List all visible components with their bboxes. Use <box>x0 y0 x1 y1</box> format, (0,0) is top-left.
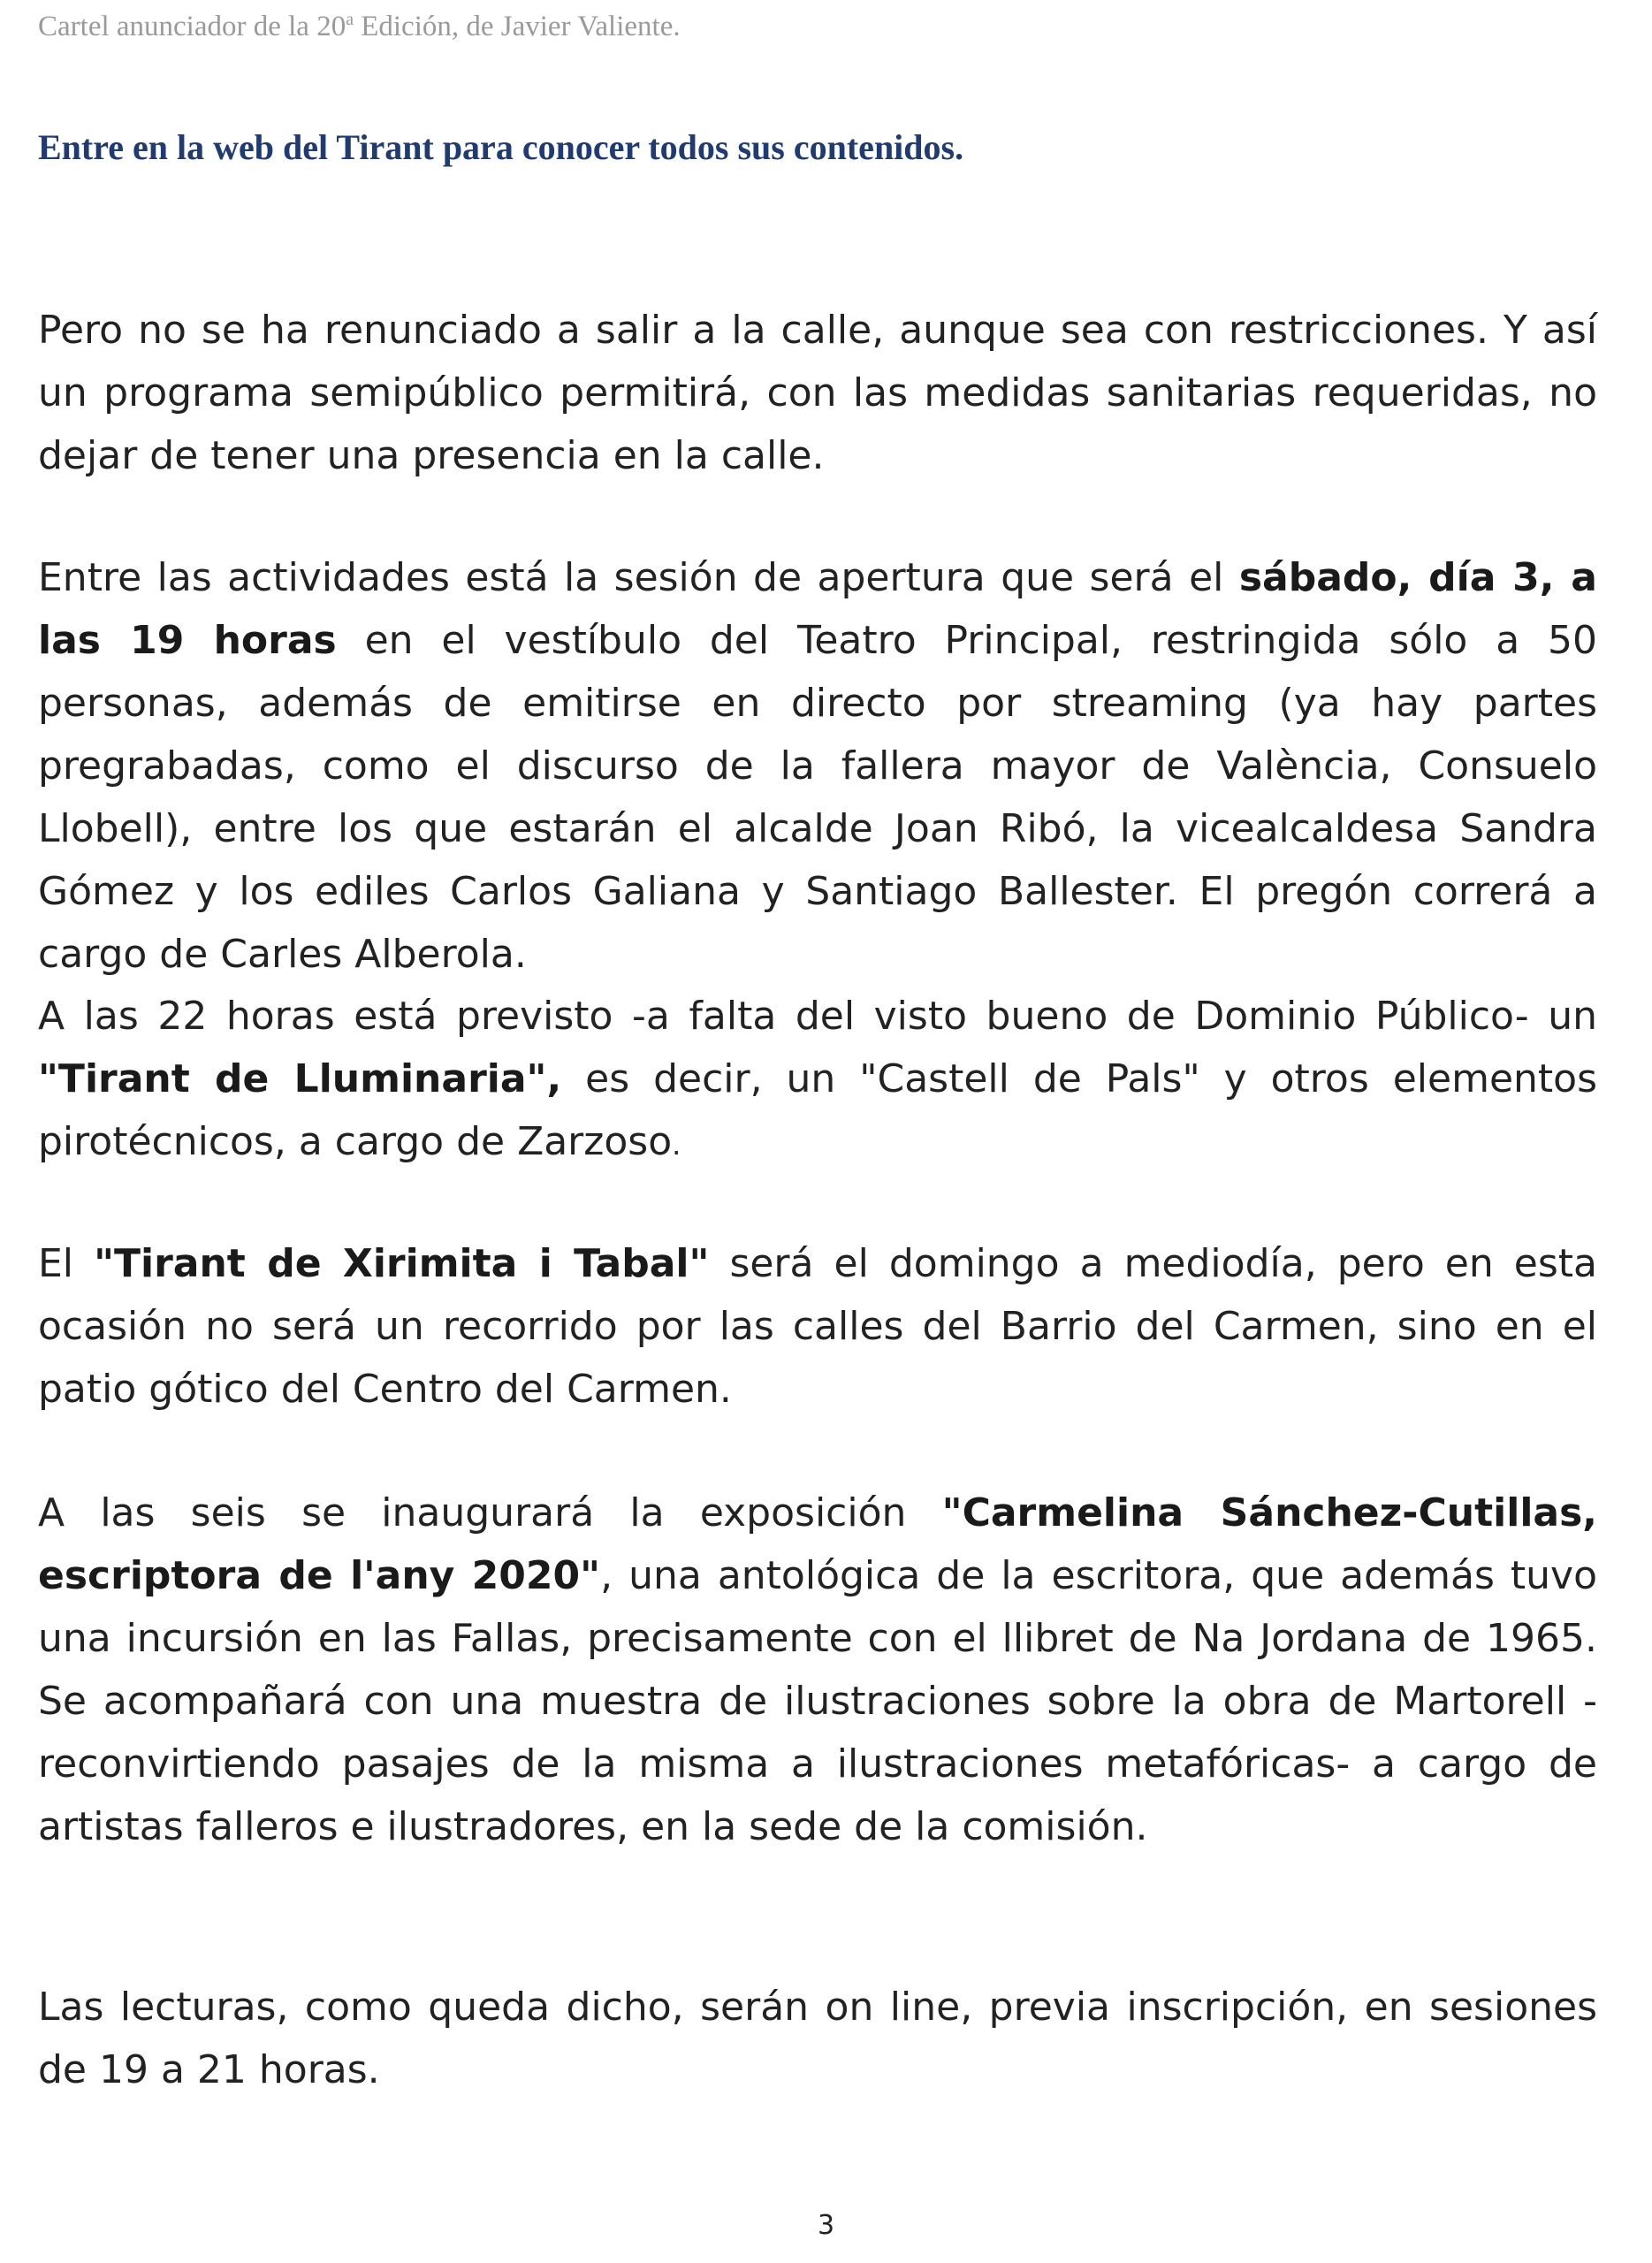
caption-ordinal: a <box>346 10 354 29</box>
paragraph-text: A las seis se inaugurará la exposición <box>38 1490 942 1535</box>
page-number: 3 <box>817 2210 835 2241</box>
paragraph-readings: Las lecturas, como queda dicho, serán on line, previa inscripción, en sesiones de 19 a 21 horas. <box>38 1985 1597 2092</box>
paragraph-lluminaria <box>38 985 1597 1177</box>
caption-suffix: Edición, de Javier Valiente. <box>353 11 681 42</box>
paragraph-opening-session <box>38 546 1597 986</box>
paragraph-end-period: . <box>672 1128 681 1162</box>
caption-prefix: Cartel anunciador de la 20 <box>38 11 346 42</box>
image-caption <box>38 11 681 43</box>
paragraph-text: Entre las actividades está la sesión de apertura que será el <box>38 555 1239 600</box>
paragraph-restrictions: Pero no se ha renunciado a salir a la calle, aunque sea con restricciones. Y así un programa semipúblico permitirá, con las medidas sanitarias requeridas, no dejar de tener una presencia en la calle. <box>38 308 1597 478</box>
opening-date-highlight: sábado, día 3, a las 19 horas <box>38 555 1597 663</box>
paragraph-xirimita <box>38 1232 1597 1421</box>
exhibition-title-highlight: "Carmelina Sánchez-Cutillas, escriptora de l'any 2020" <box>38 1490 1597 1598</box>
xirimita-highlight: "Tirant de Xirimita i Tabal" <box>94 1241 710 1286</box>
paragraph-text: El <box>38 1241 95 1286</box>
paragraph-text: en el vestíbulo del Teatro Principal, restringida sólo a 50 personas, además de emitirse en directo por streaming (ya hay partes pregrabadas, como el discurso de la fallera mayor de València, Consuelo Llobell), entre los que estarán el alcalde Joan Ribó, la vicealcaldesa Sandra Gómez y los ediles Carlos Galiana y Santiago Ballester. El pregón correrá a cargo de Carles Alberola. <box>38 618 1598 977</box>
paragraph-text: A las 22 horas está previsto -a falta del visto bueno de Dominio Público- un <box>38 994 1597 1039</box>
lluminaria-highlight: "Tirant de Lluminaria", <box>38 1056 562 1101</box>
paragraph-text: , una antológica de la escritora, que además tuvo una incursión en las Fallas, precisamente con el llibret de Na Jordana de 1965. Se acompañará con una muestra de ilustraciones sobre la obra de Martorell -reconvirtiendo pasajes de la misma a ilustraciones metafóricas- a cargo de artistas falleros e ilustradores, en la sede de la comisión. <box>38 1553 1597 1849</box>
paragraph-text: será el domingo a mediodía, pero en esta ocasión no será un recorrido por las calles del Barrio del Carmen, sino en el patio gótico del Centro del Carmen. <box>38 1241 1597 1412</box>
tirant-web-link[interactable]: Entre en la web del Tirant para conocer todos sus contenidos. <box>38 127 964 167</box>
paragraph-text: es decir, un "Castell de Pals" y otros elementos pirotécnicos, a cargo de Zarzoso <box>38 1056 1597 1164</box>
paragraph-exhibition <box>38 1482 1597 1858</box>
